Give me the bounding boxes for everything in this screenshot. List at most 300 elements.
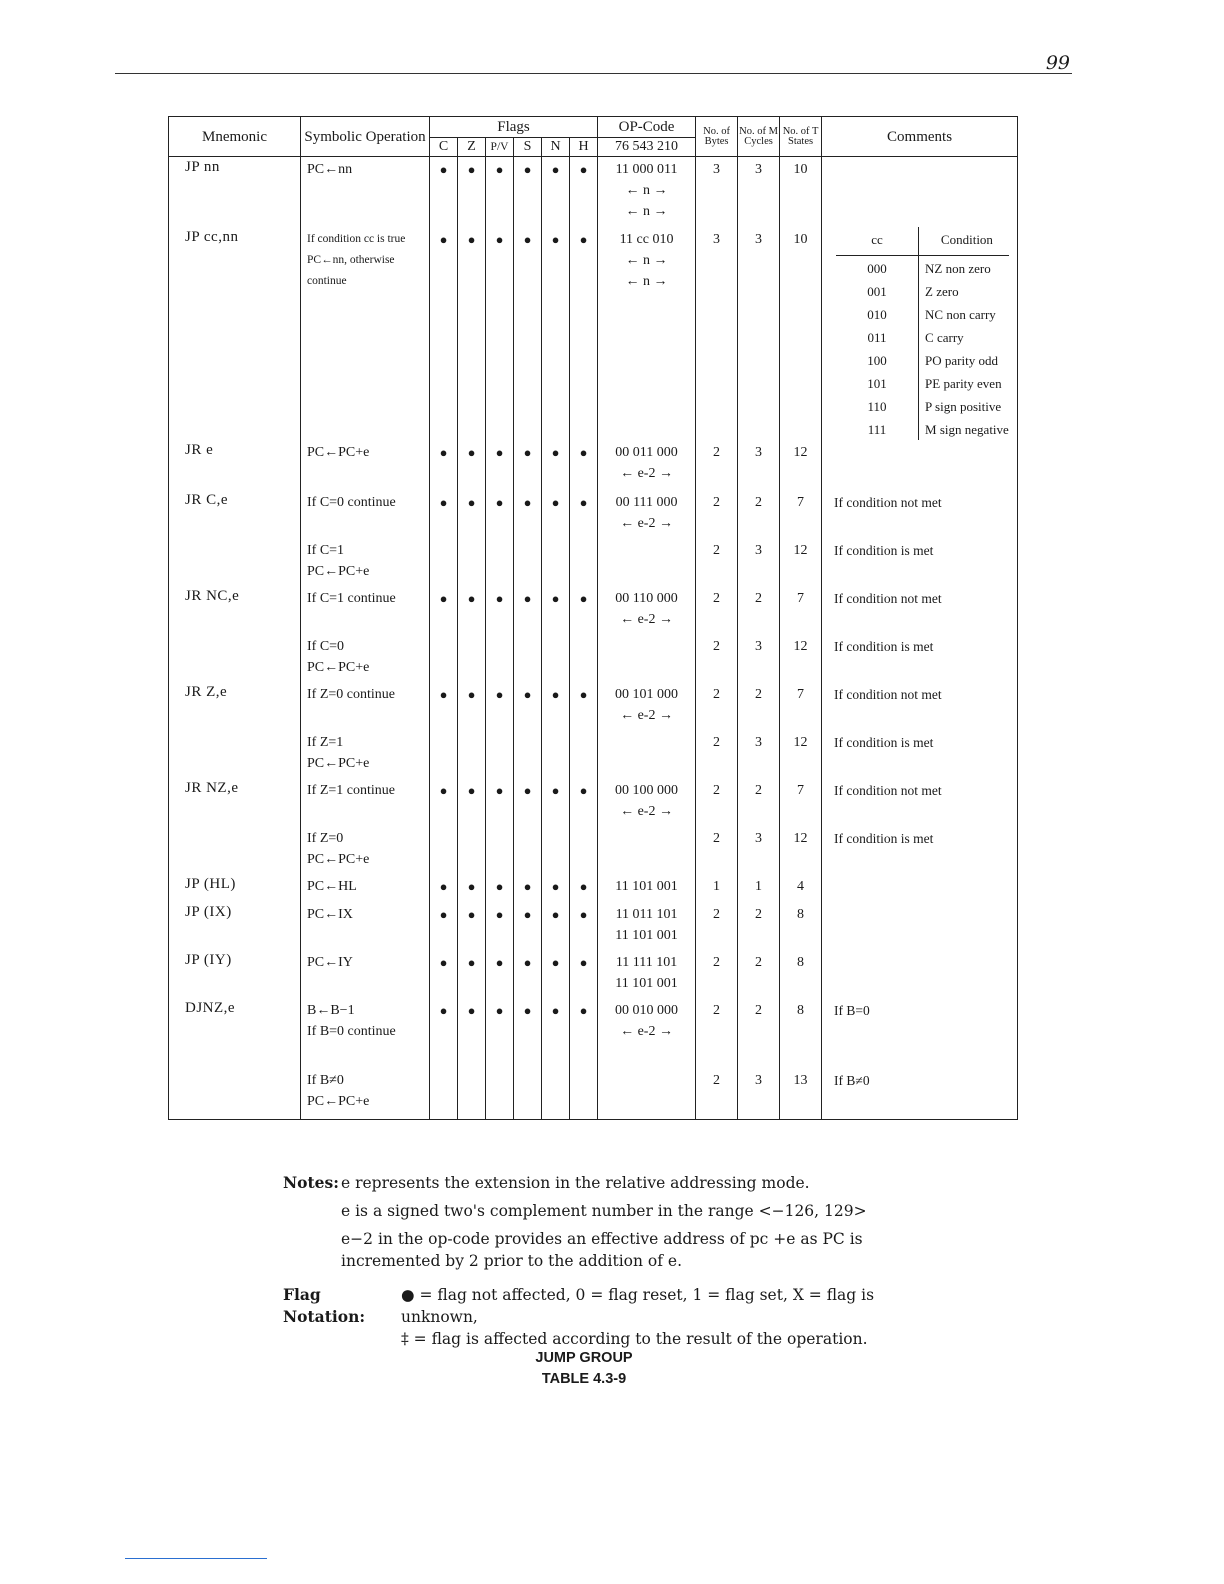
- symbolic-line: PC←PC+e: [307, 851, 370, 867]
- tstates-cell: 8: [780, 998, 822, 1068]
- header-bytes: No. of Bytes: [696, 117, 738, 157]
- opcode-cell: [598, 682, 696, 730]
- flag-cell: ●: [514, 157, 542, 227]
- mcycles-cell: 2: [738, 682, 780, 730]
- flag-cell: [486, 538, 514, 586]
- flag-cell: ●: [542, 682, 570, 730]
- symbolic-cell: [301, 1068, 430, 1120]
- comment-cell: [822, 902, 1018, 950]
- flag-cell: ●: [514, 950, 542, 998]
- flag-cell: [514, 826, 542, 874]
- comment-cell: [822, 874, 1018, 902]
- header-flag-pv: P/V: [486, 138, 514, 157]
- flag-cell: ●: [430, 998, 458, 1068]
- bytes-cell: 2: [696, 586, 738, 634]
- condition-text: Z zero: [925, 283, 959, 299]
- flag-cell: ●: [542, 227, 570, 440]
- flag-cell: ●: [430, 682, 458, 730]
- flag-cell: ●: [514, 682, 542, 730]
- header-mcycles: No. of M Cycles: [738, 117, 780, 157]
- flag-cell: ●: [458, 950, 486, 998]
- opcode-cell: [598, 998, 696, 1068]
- flag-cell: ●: [458, 902, 486, 950]
- flag-cell: ●: [486, 682, 514, 730]
- flag-cell: ●: [486, 778, 514, 826]
- symbolic-cell: [301, 586, 430, 634]
- table-row: [169, 778, 1018, 826]
- symbolic-line: If B=0 continue: [307, 1023, 396, 1039]
- opcode-line: 00 100 000: [615, 782, 679, 798]
- condition-code: 110: [836, 394, 919, 417]
- symbolic-line: B←B−1: [307, 1002, 355, 1018]
- flag-cell: ●: [430, 490, 458, 538]
- mcycles-cell: 3: [738, 634, 780, 682]
- flag-cell: ●: [542, 902, 570, 950]
- flag-cell: [542, 538, 570, 586]
- table-row: [169, 682, 1018, 730]
- flag-cell: ●: [542, 490, 570, 538]
- opcode-line: 00 101 000: [615, 686, 679, 702]
- table-row: [169, 1068, 1018, 1120]
- condition-row: [836, 325, 1009, 348]
- flag-cell: ●: [458, 157, 486, 227]
- notes-label: Notes:: [283, 1173, 339, 1192]
- symbolic-line: continue: [307, 274, 347, 287]
- flag-cell: [458, 634, 486, 682]
- condition-row: [836, 279, 1009, 302]
- symbolic-cell: [301, 950, 430, 998]
- mcycles-cell: 3: [738, 538, 780, 586]
- opcode-line: ← n →: [625, 252, 668, 268]
- opcode-line: ← e-2 →: [620, 803, 673, 819]
- caption-title: JUMP GROUP: [535, 1350, 633, 1366]
- condition-text: NC non carry: [925, 306, 996, 322]
- mcycles-cell: 3: [738, 157, 780, 227]
- table-row: [169, 902, 1018, 950]
- tstates-cell: 7: [780, 586, 822, 634]
- condition-row: [836, 371, 1009, 394]
- flag-cell: ●: [542, 778, 570, 826]
- footer-rule: [125, 1558, 267, 1559]
- tstates-cell: 8: [780, 902, 822, 950]
- opcode-cell: [598, 538, 696, 586]
- flag-cell: ●: [458, 440, 486, 490]
- flag-cell: ●: [514, 998, 542, 1068]
- flag-cell: [458, 1068, 486, 1120]
- flag-cell: ●: [486, 157, 514, 227]
- header-rule: [115, 73, 1072, 74]
- flag-cell: ●: [570, 227, 598, 440]
- flag-cell: ●: [514, 440, 542, 490]
- condition-row: [836, 394, 1009, 417]
- mnemonic-cell: JP (HL): [169, 874, 301, 902]
- bytes-cell: 2: [696, 490, 738, 538]
- comment-cell: If condition not met: [822, 682, 1018, 730]
- flag-cell: [430, 730, 458, 778]
- opcode-line: ← e-2 →: [620, 611, 673, 627]
- bytes-cell: 2: [696, 998, 738, 1068]
- flag-cell: ●: [486, 440, 514, 490]
- condition-table: [836, 227, 1009, 440]
- flag-cell: ●: [486, 586, 514, 634]
- opcode-line: 11 101 001: [615, 927, 678, 943]
- table-row: [169, 950, 1018, 998]
- flag-cell: [430, 634, 458, 682]
- symbolic-line: PC←nn, otherwise: [307, 253, 395, 266]
- flag-cell: ●: [486, 950, 514, 998]
- mcycles-cell: 1: [738, 874, 780, 902]
- mnemonic-cell: JP (IY): [169, 950, 301, 998]
- opcode-cell: [598, 634, 696, 682]
- tstates-cell: 12: [780, 538, 822, 586]
- bytes-cell: 2: [696, 1068, 738, 1120]
- flag-cell: ●: [542, 157, 570, 227]
- header-tstates: No. of T States: [780, 117, 822, 157]
- mcycles-cell: 2: [738, 490, 780, 538]
- tstates-cell: 8: [780, 950, 822, 998]
- mcycles-cell: 2: [738, 586, 780, 634]
- jump-group-table: [168, 116, 1018, 1120]
- opcode-cell: [598, 490, 696, 538]
- mnemonic-cell: [169, 1068, 301, 1120]
- symbolic-cell: [301, 874, 430, 902]
- condition-code: 010: [836, 302, 919, 325]
- symbolic-cell: [301, 778, 430, 826]
- condition-code: 011: [836, 325, 919, 348]
- flag-cell: ●: [570, 998, 598, 1068]
- symbolic-cell: [301, 998, 430, 1068]
- condition-code: 100: [836, 348, 919, 371]
- flag-cell: [542, 1068, 570, 1120]
- flag-cell: ●: [514, 490, 542, 538]
- symbolic-cell: [301, 902, 430, 950]
- flag-cell: [570, 826, 598, 874]
- bytes-cell: 2: [696, 634, 738, 682]
- flag-cell: ●: [486, 490, 514, 538]
- symbolic-line: If C=0 continue: [307, 494, 396, 510]
- opcode-cell: [598, 902, 696, 950]
- symbolic-cell: [301, 538, 430, 586]
- flag-cell: ●: [486, 902, 514, 950]
- flag-cell: [542, 634, 570, 682]
- flag-notation-line-2: ‡ = flag is affected according to the result of the operation.: [401, 1330, 868, 1348]
- flag-notation-line-1: ● = flag not affected, 0 = flag reset, 1 = flag set, X = flag is unknown,: [401, 1286, 875, 1326]
- flag-cell: ●: [430, 157, 458, 227]
- condition-row: [836, 302, 1009, 325]
- table-caption: [500, 1348, 668, 1390]
- bytes-cell: 2: [696, 730, 738, 778]
- symbolic-line: If Z=0 continue: [307, 686, 395, 702]
- flag-cell: ●: [458, 586, 486, 634]
- opcode-cell: [598, 1068, 696, 1120]
- comment-cell: If condition not met: [822, 586, 1018, 634]
- flag-cell: ●: [458, 998, 486, 1068]
- symbolic-cell: [301, 440, 430, 490]
- comment-cell: [822, 157, 1018, 227]
- tstates-cell: 7: [780, 490, 822, 538]
- condition-text: NZ non zero: [925, 260, 991, 276]
- flag-cell: ●: [458, 778, 486, 826]
- mcycles-cell: 3: [738, 440, 780, 490]
- symbolic-line: PC←nn: [307, 162, 353, 177]
- flag-cell: [514, 730, 542, 778]
- condition-code: 111: [836, 417, 919, 440]
- condition-text: P sign positive: [925, 398, 1002, 414]
- flag-cell: ●: [570, 950, 598, 998]
- mnemonic-cell: [169, 538, 301, 586]
- opcode-line: 00 010 000: [615, 1002, 679, 1018]
- bytes-cell: 3: [696, 157, 738, 227]
- opcode-line: ← n →: [625, 183, 668, 198]
- symbolic-line: PC←HL: [307, 878, 357, 894]
- mcycles-cell: 3: [738, 227, 780, 440]
- tstates-cell: 7: [780, 778, 822, 826]
- bytes-cell: 1: [696, 874, 738, 902]
- note-2: e is a signed two's complement number in the range <−126, 129>: [341, 1202, 867, 1220]
- opcode-line: ← e-2 →: [620, 465, 673, 481]
- flag-cell: ●: [542, 440, 570, 490]
- tstates-cell: 4: [780, 874, 822, 902]
- condition-header-condition: Condition: [919, 227, 1009, 256]
- flag-cell: [514, 634, 542, 682]
- symbolic-line: If Z=1 continue: [307, 782, 395, 798]
- flag-cell: [514, 538, 542, 586]
- symbolic-cell: [301, 227, 430, 440]
- comment-cell: If condition is met: [822, 538, 1018, 586]
- comment-cell: If condition is met: [822, 730, 1018, 778]
- table-row: [169, 586, 1018, 634]
- header-comments: Comments: [822, 117, 1018, 157]
- flag-cell: ●: [514, 227, 542, 440]
- symbolic-line: If B≠0: [307, 1072, 344, 1088]
- flag-cell: [570, 538, 598, 586]
- opcode-cell: [598, 157, 696, 227]
- bytes-cell: 2: [696, 538, 738, 586]
- opcode-cell: [598, 227, 696, 440]
- table-row: [169, 157, 1018, 227]
- symbolic-line: If Z=0: [307, 830, 344, 846]
- flag-cell: ●: [486, 874, 514, 902]
- flag-cell: [430, 1068, 458, 1120]
- symbolic-line: PC←PC+e: [307, 444, 370, 460]
- condition-row: [836, 348, 1009, 371]
- table-row: [169, 826, 1018, 874]
- symbolic-line: PC←PC+e: [307, 755, 370, 771]
- opcode-line: 00 110 000: [615, 590, 678, 606]
- flag-cell: [486, 730, 514, 778]
- note-3: e−2 in the op-code provides an effective address of pc +e as PC is incremented by 2 prior to the addition of e.: [341, 1230, 863, 1270]
- flag-cell: ●: [570, 490, 598, 538]
- opcode-cell: [598, 730, 696, 778]
- flag-cell: ●: [486, 227, 514, 440]
- symbolic-line: If C=1 continue: [307, 590, 396, 606]
- table-row: [169, 730, 1018, 778]
- mnemonic-cell: JR e: [169, 440, 301, 490]
- tstates-cell: 12: [780, 730, 822, 778]
- flag-cell: ●: [430, 586, 458, 634]
- condition-header-row: [836, 227, 1009, 256]
- opcode-cell: [598, 950, 696, 998]
- flag-cell: [542, 730, 570, 778]
- table-row: [169, 440, 1018, 490]
- bytes-cell: 2: [696, 950, 738, 998]
- flag-cell: ●: [514, 586, 542, 634]
- flag-cell: ●: [542, 874, 570, 902]
- flag-cell: ●: [430, 950, 458, 998]
- flag-cell: ●: [542, 998, 570, 1068]
- opcode-line: 11 111 101: [615, 954, 678, 970]
- note-1: e represents the extension in the relative addressing mode.: [341, 1174, 810, 1192]
- tstates-cell: 7: [780, 682, 822, 730]
- flag-cell: ●: [430, 778, 458, 826]
- symbolic-line: If Z=1: [307, 734, 344, 750]
- mnemonic-cell: JR C,e: [169, 490, 301, 538]
- symbolic-line: If C=1: [307, 542, 345, 558]
- mnemonic-cell: JP nn: [169, 157, 301, 227]
- caption-number: TABLE 4.3-9: [541, 1371, 627, 1387]
- flag-cell: ●: [570, 874, 598, 902]
- header-symbolic: Symbolic Operation: [301, 117, 430, 157]
- mcycles-cell: 2: [738, 778, 780, 826]
- flag-cell: [570, 1068, 598, 1120]
- opcode-cell: [598, 874, 696, 902]
- header-opcode-bits: 76 543 210: [598, 138, 696, 157]
- tstates-cell: 10: [780, 157, 822, 227]
- opcode-line: 11 011 101: [615, 906, 678, 922]
- mcycles-cell: 3: [738, 730, 780, 778]
- header-flag-c: C: [430, 138, 458, 157]
- mnemonic-cell: JR NC,e: [169, 586, 301, 634]
- flag-cell: [458, 730, 486, 778]
- opcode-line: ← e-2 →: [620, 1023, 673, 1039]
- condition-row: [836, 255, 1009, 279]
- mnemonic-cell: [169, 826, 301, 874]
- opcode-line: ← e-2 →: [620, 515, 673, 531]
- mnemonic-cell: JR NZ,e: [169, 778, 301, 826]
- tstates-cell: 12: [780, 634, 822, 682]
- condition-code: 001: [836, 279, 919, 302]
- header-flag-h: H: [570, 138, 598, 157]
- comment-cell: If condition not met: [822, 778, 1018, 826]
- table-row: [169, 490, 1018, 538]
- flag-cell: ●: [514, 874, 542, 902]
- condition-text: PE parity even: [925, 375, 1002, 391]
- mnemonic-cell: [169, 730, 301, 778]
- flag-cell: ●: [514, 902, 542, 950]
- opcode-line: 00 011 000: [615, 444, 678, 460]
- flag-cell: ●: [570, 682, 598, 730]
- tstates-cell: 12: [780, 440, 822, 490]
- opcode-line: 11 101 001: [615, 878, 678, 894]
- table-row: [169, 634, 1018, 682]
- comment-cell: [822, 950, 1018, 998]
- comment-cell: If B=0: [822, 998, 1018, 1068]
- symbolic-line: PC←PC+e: [307, 563, 370, 579]
- flag-cell: ●: [570, 157, 598, 227]
- condition-code: 000: [836, 255, 919, 279]
- condition-row: [836, 417, 1009, 440]
- symbolic-line: If condition cc is true: [307, 232, 406, 245]
- bytes-cell: 2: [696, 778, 738, 826]
- symbolic-line: If C=0: [307, 638, 345, 654]
- symbolic-line: PC←PC+e: [307, 1093, 370, 1109]
- flag-cell: [430, 538, 458, 586]
- mcycles-cell: 3: [738, 826, 780, 874]
- flag-cell: ●: [458, 874, 486, 902]
- notes-block: [283, 1172, 923, 1350]
- flag-cell: ●: [458, 227, 486, 440]
- table-row: [169, 538, 1018, 586]
- mnemonic-cell: JP cc,nn: [169, 227, 301, 440]
- header-flag-z: Z: [458, 138, 486, 157]
- mcycles-cell: 2: [738, 902, 780, 950]
- opcode-line: ← e-2 →: [620, 707, 673, 723]
- flag-cell: [486, 826, 514, 874]
- flag-cell: ●: [430, 227, 458, 440]
- condition-code: 101: [836, 371, 919, 394]
- flag-cell: ●: [570, 586, 598, 634]
- flag-cell: ●: [458, 682, 486, 730]
- comment-cell: If condition is met: [822, 634, 1018, 682]
- page-number: 99: [1045, 52, 1070, 74]
- opcode-cell: [598, 826, 696, 874]
- flag-cell: ●: [430, 902, 458, 950]
- bytes-cell: 3: [696, 227, 738, 440]
- flag-cell: ●: [430, 874, 458, 902]
- flag-notation-label: Flag Notation:: [283, 1285, 366, 1326]
- mnemonic-cell: JP (IX): [169, 902, 301, 950]
- opcode-line: 11 cc 010: [619, 231, 674, 247]
- opcode-cell: [598, 440, 696, 490]
- flag-cell: [570, 634, 598, 682]
- flag-cell: [486, 1068, 514, 1120]
- opcode-line: 11 101 001: [615, 975, 678, 991]
- tstates-cell: 10: [780, 227, 822, 440]
- table-row: [169, 998, 1018, 1068]
- opcode-line: ← n →: [625, 273, 668, 289]
- comment-cell: [822, 227, 1018, 440]
- flag-cell: ●: [458, 490, 486, 538]
- comment-cell: If condition not met: [822, 490, 1018, 538]
- mnemonic-cell: [169, 634, 301, 682]
- flag-cell: ●: [570, 440, 598, 490]
- symbolic-cell: [301, 634, 430, 682]
- comment-cell: If B≠0: [822, 1068, 1018, 1120]
- condition-text: M sign negative: [925, 421, 1009, 437]
- header-flags: Flags: [430, 117, 598, 138]
- flag-cell: [458, 538, 486, 586]
- condition-header-cc: cc: [836, 227, 919, 256]
- mcycles-cell: 2: [738, 950, 780, 998]
- symbolic-cell: [301, 826, 430, 874]
- header-mnemonic: Mnemonic: [169, 117, 301, 157]
- header-flag-n: N: [542, 138, 570, 157]
- comment-cell: If condition is met: [822, 826, 1018, 874]
- flag-cell: [430, 826, 458, 874]
- opcode-line: ← n →: [625, 204, 668, 219]
- header-opcode: OP-Code: [598, 117, 696, 138]
- opcode-line: 00 111 000: [615, 494, 678, 510]
- symbolic-cell: [301, 490, 430, 538]
- symbolic-line: PC←PC+e: [307, 659, 370, 675]
- flag-cell: [570, 730, 598, 778]
- flag-cell: ●: [486, 998, 514, 1068]
- bytes-cell: 2: [696, 440, 738, 490]
- symbolic-cell: [301, 682, 430, 730]
- symbolic-cell: [301, 730, 430, 778]
- tstates-cell: 13: [780, 1068, 822, 1120]
- comment-cell: [822, 440, 1018, 490]
